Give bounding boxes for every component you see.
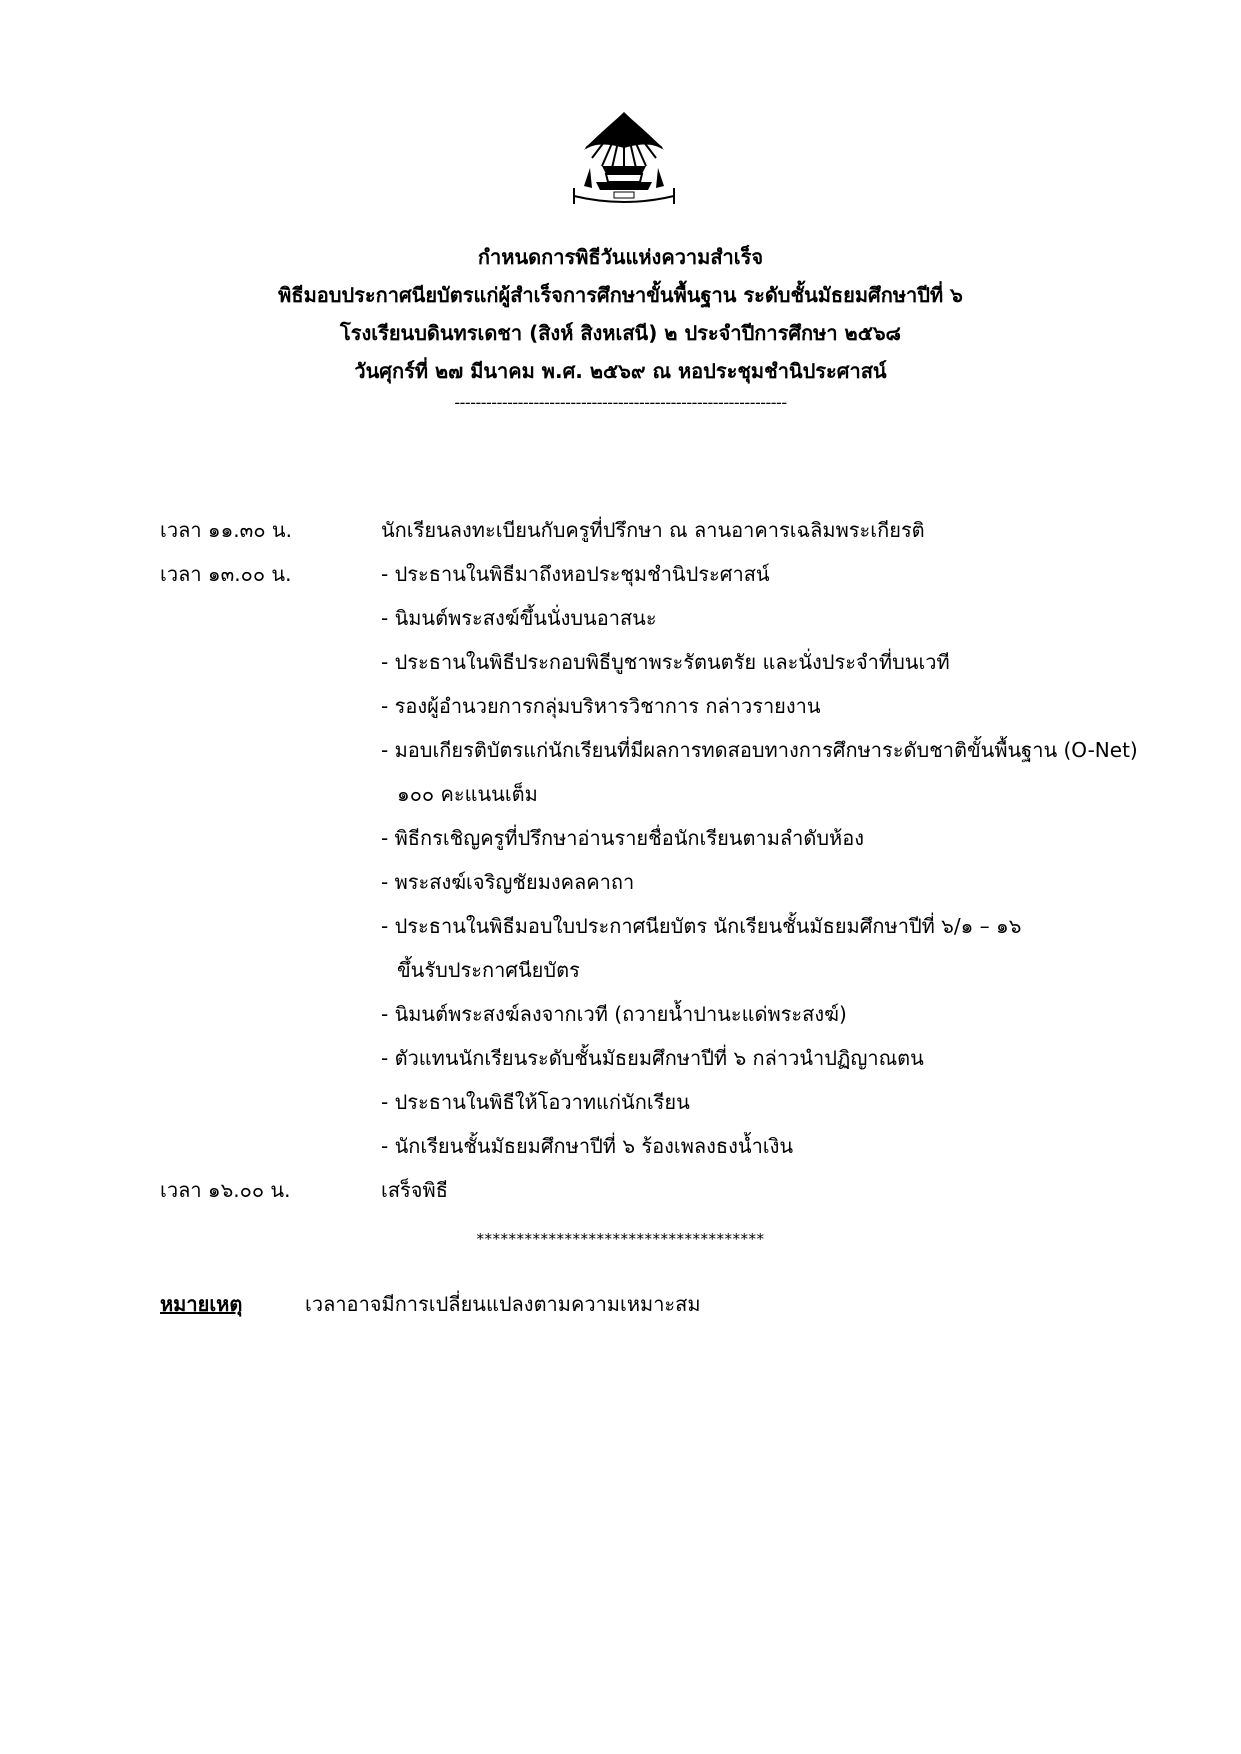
schedule	[160, 508, 1160, 1212]
schedule-item: - ประธานในพิธีมาถึงหอประชุมชำนิประศาสน์	[381, 562, 770, 586]
schedule-item: - นิมนต์พระสงฆ์ขึ้นนั่งบนอาสนะ	[381, 606, 657, 630]
schedule-items	[381, 1168, 1160, 1212]
header-divider: ---------------------------------------------------------------	[454, 393, 787, 412]
note-label: หมายเหตุ	[160, 1292, 243, 1316]
schedule-items	[381, 552, 1160, 1168]
schedule-row	[160, 552, 1160, 1168]
schedule-item: - นิมนต์พระสงฆ์ลงจากเวที (ถวายน้ำปานะแด่พระสงฆ์)	[381, 1002, 847, 1026]
schedule-item: - มอบเกียรติบัตรแก่นักเรียนที่มีผลการทดสอบทางการศึกษาระดับชาติขั้นพื้นฐาน (O-Net)	[381, 738, 1138, 762]
schedule-item-continuation: ขึ้นรับประกาศนียบัตร	[397, 958, 580, 982]
schedule-item: - ประธานในพิธีให้โอวาทแก่นักเรียน	[381, 1090, 690, 1114]
schedule-item: - ตัวแทนนักเรียนระดับชั้นมัธยมศึกษาปีที่ ๖ กล่าวนำปฏิญาณตน	[381, 1046, 924, 1070]
schedule-item: - พระสงฆ์เจริญชัยมงคลคาถา	[381, 870, 635, 894]
header-date-venue: วันศุกร์ที่ ๒๗ มีนาคม พ.ศ. ๒๕๖๙ ณ หอประชุมชำนิประศาสน์	[354, 359, 887, 383]
schedule-time: เวลา ๑๓.๐๐ น.	[160, 562, 292, 586]
schedule-time: เวลา ๑๑.๓๐ น.	[160, 518, 292, 542]
header-school: โรงเรียนบดินทรเดชา (สิงห์ สิงหเสนี) ๒ ประจำปีการศึกษา ๒๕๖๘	[339, 321, 901, 345]
schedule-items	[381, 508, 1160, 552]
header-title: กำหนดการพิธีวันแห่งความสำเร็จ	[477, 245, 764, 269]
schedule-row	[160, 1168, 1160, 1212]
document-header	[0, 238, 1241, 416]
note-text: เวลาอาจมีการเปลี่ยนแปลงตามความเหมาะสม	[305, 1292, 701, 1316]
schedule-item: - นักเรียนชั้นมัธยมศึกษาปีที่ ๖ ร้องเพลงธงน้ำเงิน	[381, 1134, 794, 1158]
schedule-item: - ประธานในพิธีมอบใบประกาศนียบัตร นักเรียนชั้นมัธยมศึกษาปีที่ ๖/๑ – ๑๖	[381, 914, 1022, 938]
star-separator: ************************************	[476, 1230, 765, 1248]
schedule-item: - รองผู้อำนวยการกลุ่มบริหารวิชาการ กล่าวรายงาน	[381, 694, 821, 718]
schedule-item: เสร็จพิธี	[381, 1178, 448, 1202]
schedule-item: นักเรียนลงทะเบียนกับครูที่ปรึกษา ณ ลานอาคารเฉลิมพระเกียรติ	[381, 518, 925, 542]
schedule-item: - ประธานในพิธีประกอบพิธีบูชาพระรัตนตรัย และนั่งประจำที่บนเวที	[381, 650, 950, 674]
school-emblem-icon	[562, 108, 686, 216]
schedule-row	[160, 508, 1160, 552]
note	[160, 1282, 701, 1326]
schedule-item: - พิธีกรเชิญครูที่ปรึกษาอ่านรายชื่อนักเรียนตามลำดับห้อง	[381, 826, 865, 850]
header-subtitle: พิธีมอบประกาศนียบัตรแก่ผู้สำเร็จการศึกษาขั้นพื้นฐาน ระดับชั้นมัธยมศึกษาปีที่ ๖	[278, 283, 963, 307]
schedule-time: เวลา ๑๖.๐๐ น.	[160, 1178, 291, 1202]
schedule-item-continuation: ๑๐๐ คะแนนเต็ม	[397, 782, 538, 806]
